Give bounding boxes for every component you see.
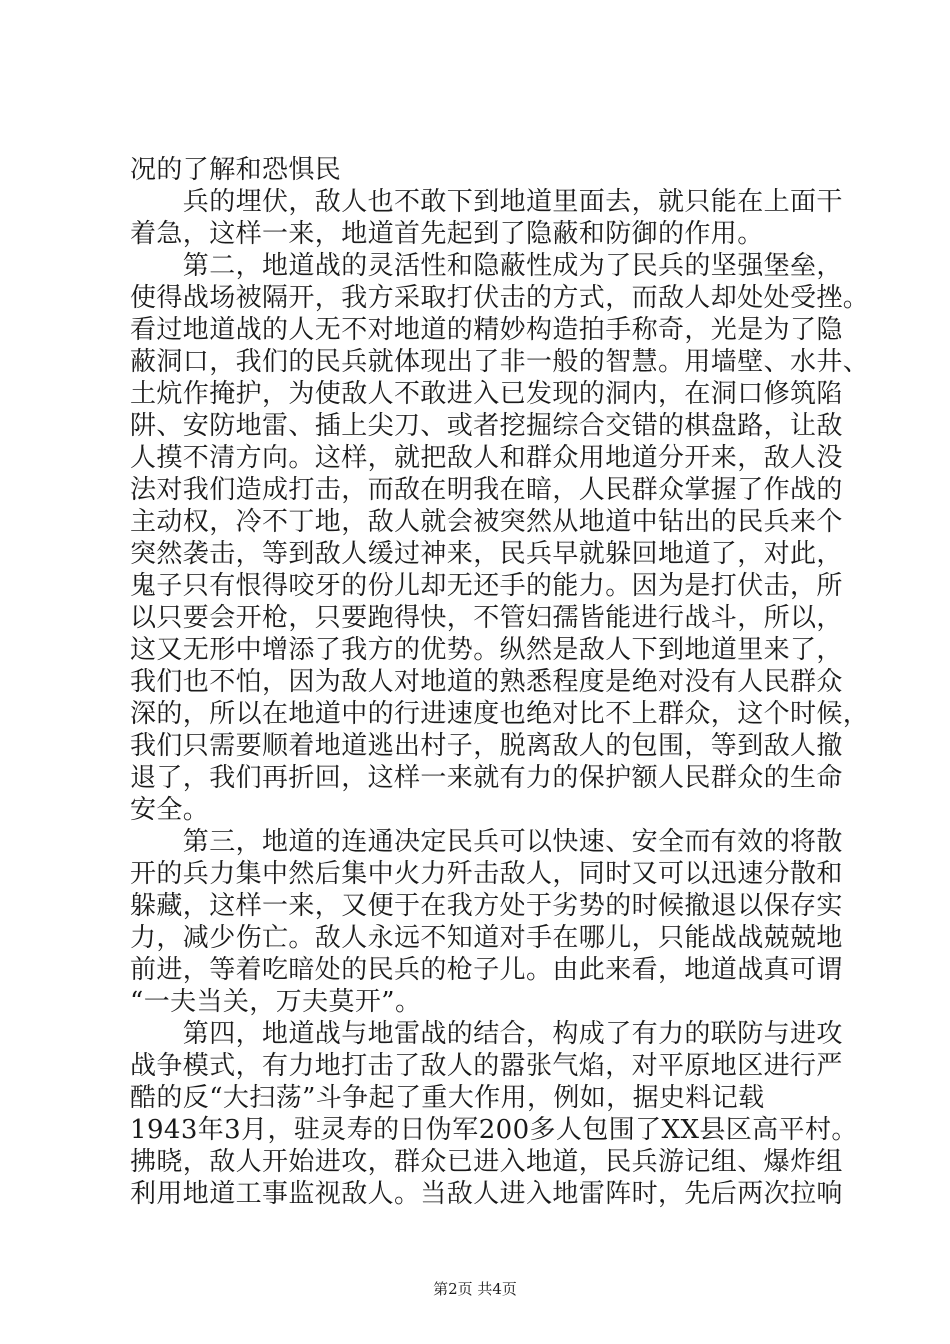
text-line: 躲藏，这样一来，又便于在我方处于劣势的时候撤退以保存实 xyxy=(130,891,843,921)
text-line: 利用地道工事监视敌人。当敌人进入地雷阵时，先后两次拉响 xyxy=(130,1179,843,1209)
text-line: 1943年3月，驻灵寿的日伪军200多人包围了XX县区高平村。 xyxy=(130,1115,858,1145)
text-line: 安全。 xyxy=(130,795,210,825)
text-line: 蔽洞口，我们的民兵就体现出了非一般的智慧。用墙壁、水井、 xyxy=(130,347,870,377)
text-line: 这又无形中增添了我方的优势。纵然是敌人下到地道里来了， xyxy=(130,635,843,665)
text-line: 鬼子只有恨得咬牙的份儿却无还手的能力。因为是打伏击，所 xyxy=(130,571,843,601)
text-line: “一夫当关，万夫莫开”。 xyxy=(130,987,422,1017)
text-line: 主动权，冷不丁地，敌人就会被突然从地道中钻出的民兵来个 xyxy=(130,507,843,537)
text-line: 看过地道战的人无不对地道的精妙构造拍手称奇，光是为了隐 xyxy=(130,315,843,345)
text-line: 突然袭击，等到敌人缓过神来，民兵早就躲回地道了，对此， xyxy=(130,539,843,569)
text-line: 人摸不清方向。这样，就把敌人和群众用地道分开来，敌人没 xyxy=(130,443,843,473)
text-line: 使得战场被隔开，我方采取打伏击的方式，而敌人却处处受挫。 xyxy=(130,283,870,313)
text-line: 土炕作掩护，为使敌人不敢进入已发现的洞内，在洞口修筑陷 xyxy=(130,379,843,409)
text-line: 第二，地道战的灵活性和隐蔽性成为了民兵的坚强堡垒， xyxy=(130,251,843,281)
text-line: 拂晓，敌人开始进攻，群众已进入地道，民兵游记组、爆炸组 xyxy=(130,1147,843,1177)
text-line: 力，减少伤亡。敌人永远不知道对手在哪儿，只能战战兢兢地 xyxy=(130,923,843,953)
text-line: 第三，地道的连通决定民兵可以快速、安全而有效的将散 xyxy=(130,827,843,857)
text-line: 况的了解和恐惧民 xyxy=(130,155,342,185)
text-line: 兵的埋伏，敌人也不敢下到地道里面去，就只能在上面干 xyxy=(130,187,843,217)
text-line: 阱、安防地雷、插上尖刀、或者挖掘综合交错的棋盘路，让敌 xyxy=(130,411,843,441)
text-line: 我们只需要顺着地道逃出村子，脱离敌人的包围，等到敌人撤 xyxy=(130,731,843,761)
text-line: 深的，所以在地道中的行进速度也绝对比不上群众，这个时候， xyxy=(130,699,870,729)
text-line: 我们也不怕，因为敌人对地道的熟悉程度是绝对没有人民群众 xyxy=(130,667,843,697)
text-line: 法对我们造成打击，而敌在明我在暗，人民群众掌握了作战的 xyxy=(130,475,843,505)
text-line: 战争模式，有力地打击了敌人的嚣张气焰，对平原地区进行严 xyxy=(130,1051,843,1081)
text-line: 第四，地道战与地雷战的结合，构成了有力的联防与进攻 xyxy=(130,1019,843,1049)
page-number-footer: 第2页 共4页 xyxy=(433,1280,517,1298)
text-line: 前进，等着吃暗处的民兵的枪子儿。由此来看，地道战真可谓 xyxy=(130,955,843,985)
text-line: 开的兵力集中然后集中火力歼击敌人，同时又可以迅速分散和 xyxy=(130,859,843,889)
text-line: 以只要会开枪，只要跑得快，不管妇孺皆能进行战斗，所以， xyxy=(130,603,843,633)
text-line: 退了，我们再折回，这样一来就有力的保护额人民群众的生命 xyxy=(130,763,843,793)
text-line: 着急，这样一来，地道首先起到了隐蔽和防御的作用。 xyxy=(130,219,764,249)
body-text xyxy=(130,154,870,1210)
text-line: 酷的反“大扫荡”斗争起了重大作用，例如，据史料记载 xyxy=(130,1083,765,1113)
